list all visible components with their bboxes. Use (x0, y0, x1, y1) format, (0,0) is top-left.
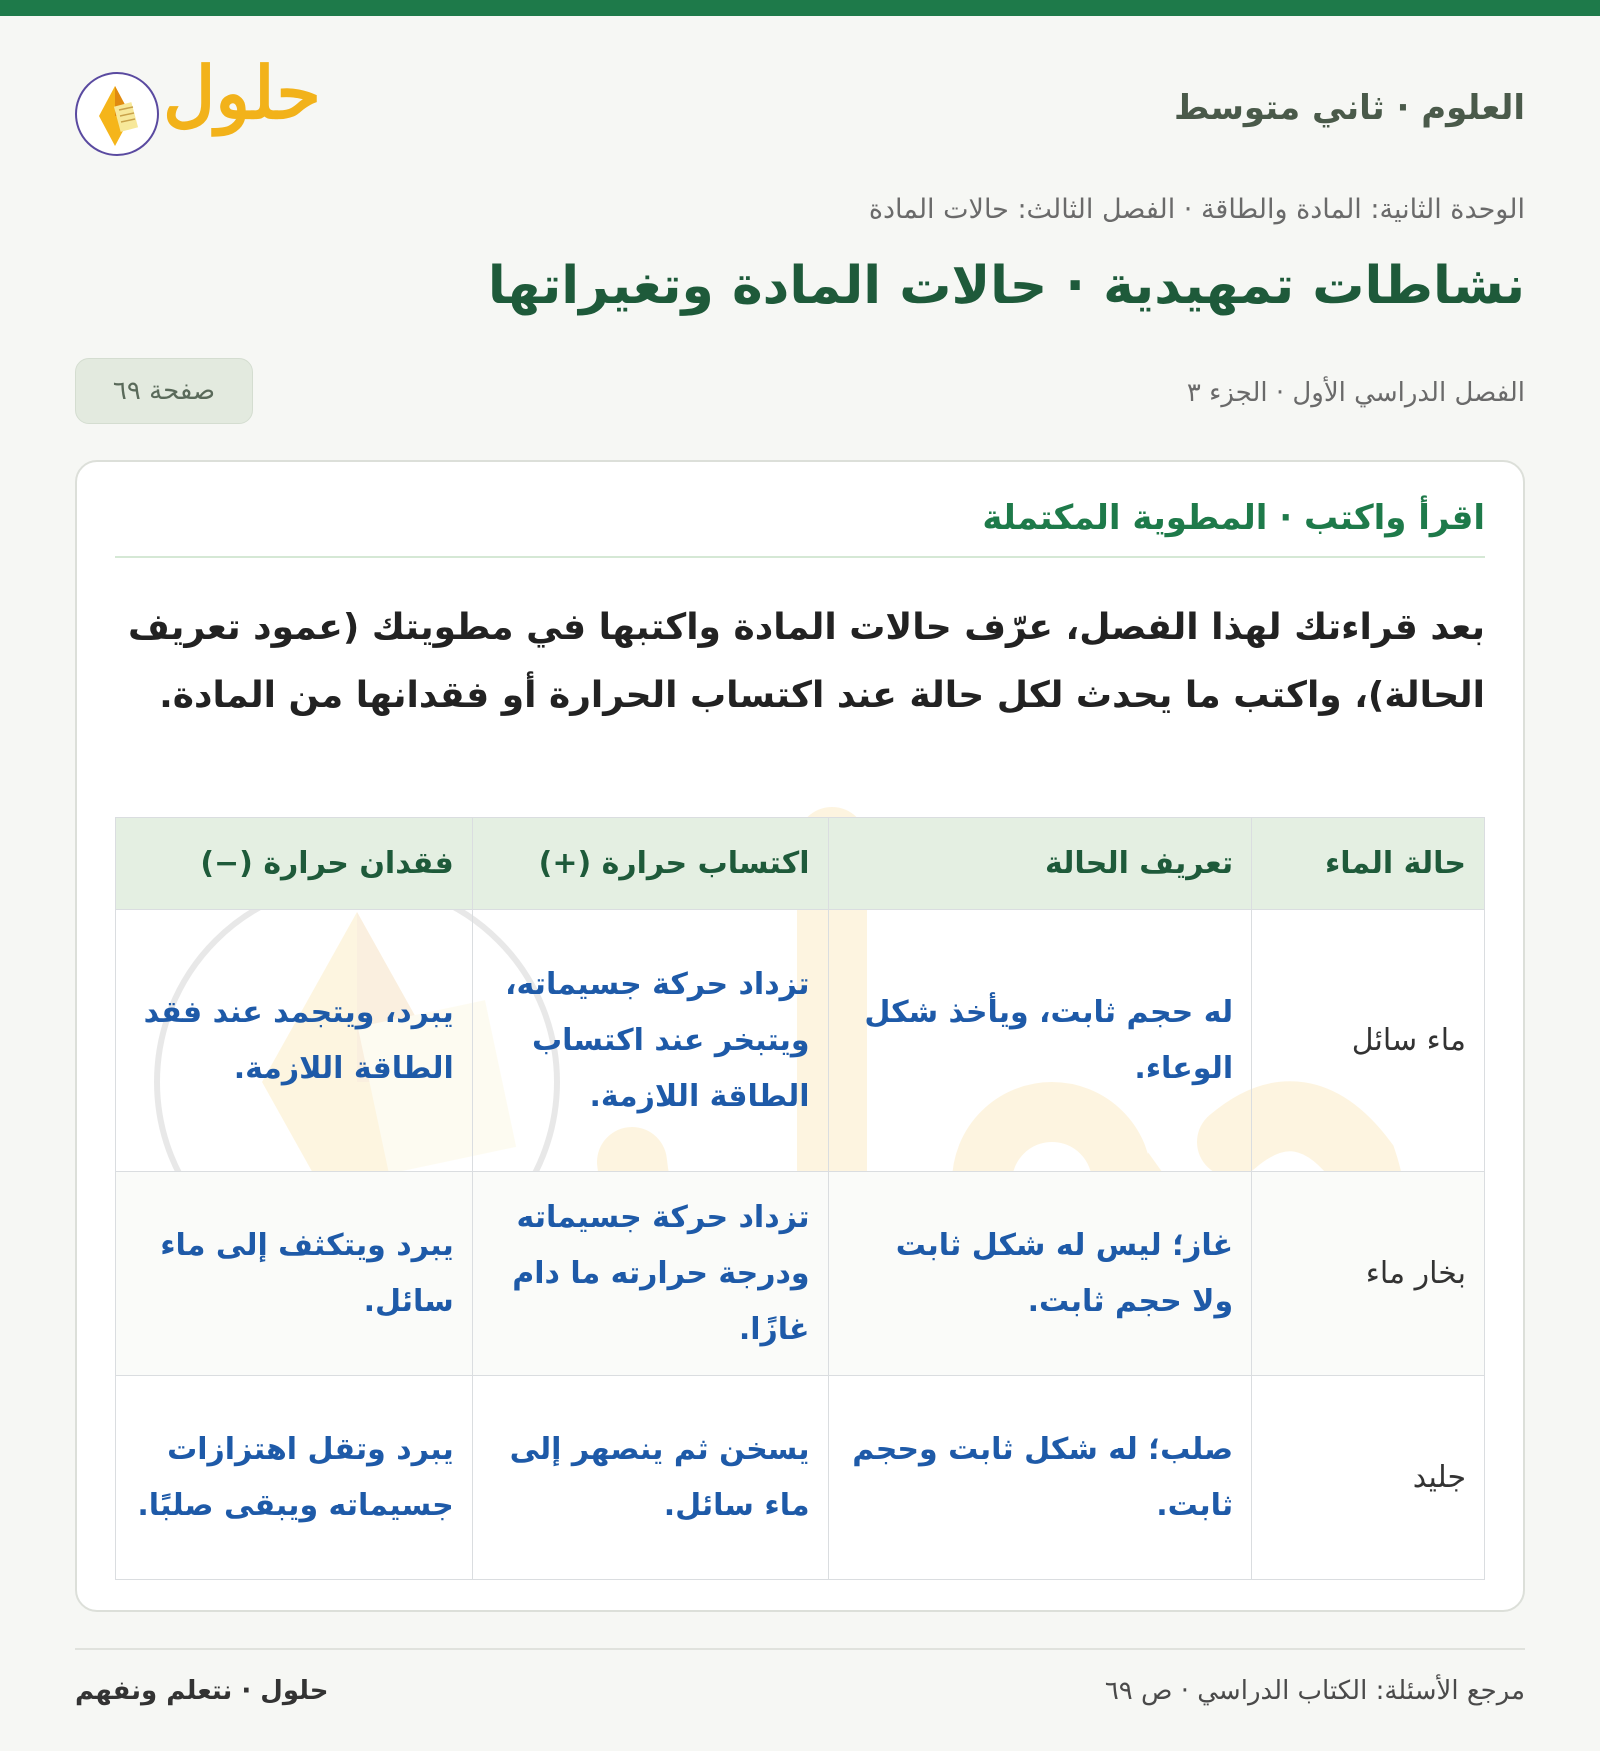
table-row (116, 1376, 1485, 1580)
card-heading (115, 498, 1485, 558)
activity-card (75, 460, 1525, 1612)
header-heat-loss: فقدان حرارة (−) (116, 818, 473, 910)
states-table (115, 817, 1485, 1580)
footer-brand[interactable]: حلول · نتعلم ونفهم (75, 1676, 329, 1706)
subject-title: العلوم · ثاني متوسط (1174, 88, 1525, 128)
state-cell: جليد (1252, 1376, 1485, 1580)
page-number-badge: صفحة ٦٩ (75, 358, 253, 424)
header-heat-gain: اكتساب حرارة (+) (472, 818, 828, 910)
table-row (116, 1172, 1485, 1376)
footer-divider (75, 1648, 1525, 1650)
book-icon (75, 72, 159, 156)
table-row (116, 910, 1485, 1172)
top-accent-bar (0, 0, 1600, 16)
card-heading-text: اقرأ واكتب · المطوية المكتملة (982, 498, 1485, 538)
definition-cell: له حجم ثابت، ويأخذ شكل الوعاء. (828, 910, 1252, 1172)
heat-loss-cell: يبرد وتقل اهتزازات جسيماته ويبقى صلبًا. (116, 1376, 473, 1580)
breadcrumb: الوحدة الثانية: المادة والطاقة · الفصل الثالث: حالات المادة (868, 194, 1525, 225)
heat-gain-cell: تزداد حركة جسيماته، ويتبخر عند اكتساب الطاقة اللازمة. (472, 910, 828, 1172)
logo-wordmark: حلول (163, 50, 321, 135)
heat-gain-cell: يسخن ثم ينصهر إلى ماء سائل. (472, 1376, 828, 1580)
heat-loss-cell: يبرد ويتكثف إلى ماء سائل. (116, 1172, 473, 1376)
state-cell: بخار ماء (1252, 1172, 1485, 1376)
state-cell: ماء سائل (1252, 910, 1485, 1172)
footer-reference: مرجع الأسئلة: الكتاب الدراسي · ص ٦٩ (1104, 1676, 1525, 1706)
question-text: بعد قراءتك لهذا الفصل، عرّف حالات المادة واكتبها في مطويتك (عمود تعريف الحالة)، واكتب ما يحدث لكل حالة عند اكتساب الحرارة أو فقدانها من المادة. (127, 607, 1485, 716)
semester-meta: الفصل الدراسي الأول · الجزء ٣ (1186, 378, 1525, 408)
definition-cell: صلب؛ له شكل ثابت وحجم ثابت. (828, 1376, 1252, 1580)
header-definition: تعريف الحالة (828, 818, 1252, 910)
hulul-logo[interactable] (75, 50, 335, 156)
definition-cell: غاز؛ ليس له شكل ثابت ولا حجم ثابت. (828, 1172, 1252, 1376)
heat-gain-cell: تزداد حركة جسيماته ودرجة حرارته ما دام غازًا. (472, 1172, 828, 1376)
heat-loss-cell: يبرد، ويتجمد عند فقد الطاقة اللازمة. (116, 910, 473, 1172)
table-header-row (116, 818, 1485, 910)
header (75, 50, 1525, 156)
page-title: نشاطات تمهيدية · حالات المادة وتغيراتها (487, 256, 1525, 316)
header-state: حالة الماء (1252, 818, 1485, 910)
